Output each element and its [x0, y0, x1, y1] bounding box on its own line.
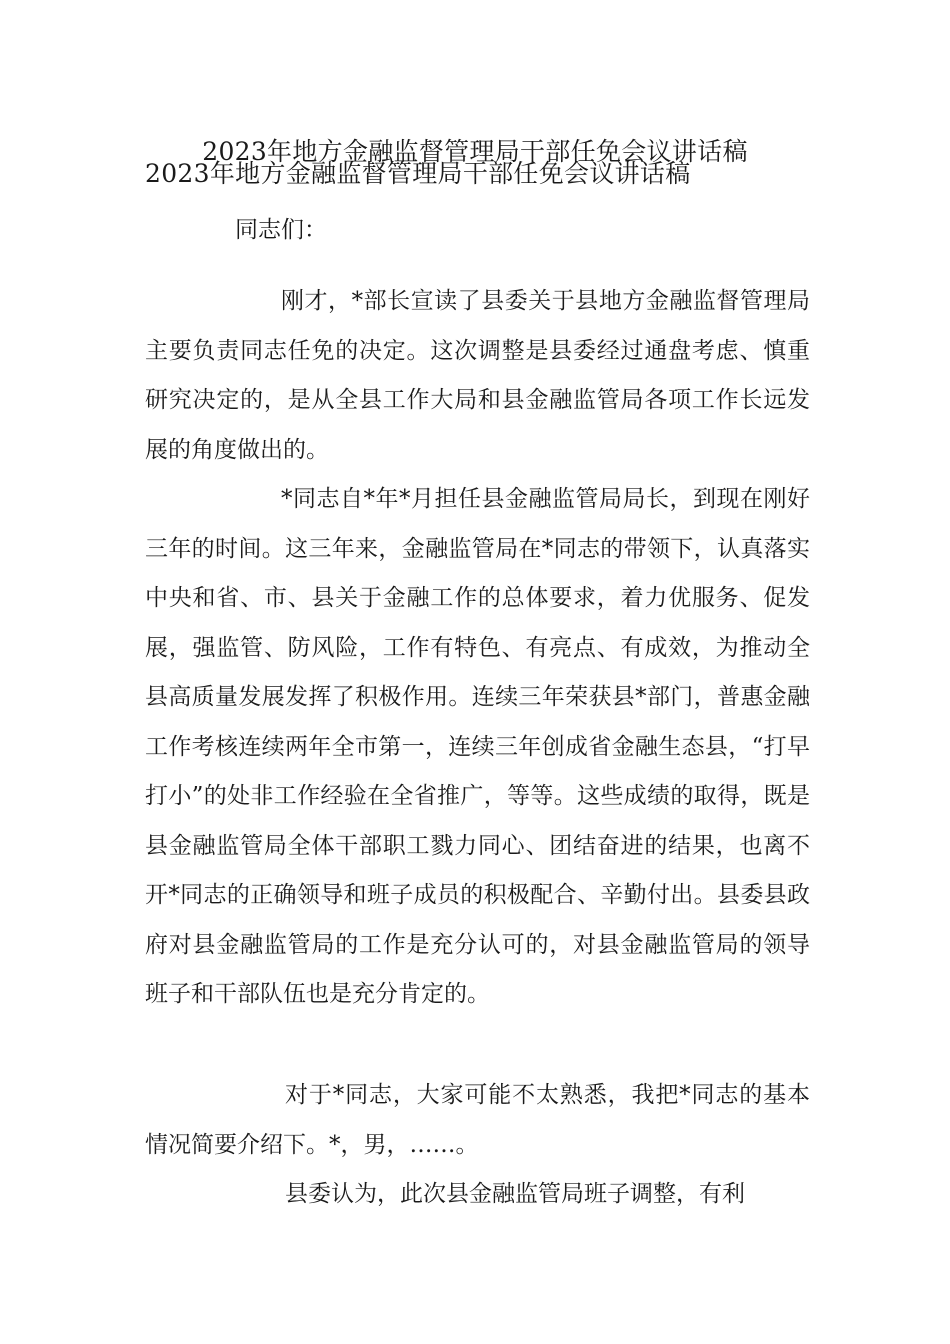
- document-title-repeat: 2023年地方金融监督管理局干部任免会议讲话稿: [145, 159, 691, 188]
- document-title: 2023年地方金融监督管理局干部任免会议讲话稿: [202, 137, 748, 166]
- paragraph-4: 县委认为，此次县金融监管局班子调整，有利: [285, 1181, 745, 1207]
- paragraph-1: 刚才，*部长宣读了县委关于县地方金融监督管理局主要负责同志任免的决定。这次调整是县委经过通盘考虑、慎重研究决定的，是从全县工作大局和县金融监管局各项工作长远发展的角度做出的。: [145, 288, 810, 463]
- paragraph-2: *同志自*年*月担任县金融监管局局长，到现在刚好三年的时间。这三年来，金融监管局在*同志的带领下，认真落实中央和省、市、县关于金融工作的总体要求，着力优服务、促发展，强监管、防风险，工作有特色、有亮点、有成效，为推动全县高质量发展发挥了积极作用。连续三年荣获县*部门，普惠金融工作考核连续两年全市第一，连续三年创成省金融生态县，“打早打小”的处非工作经验在全省推广，等等。这些成绩的取得，既是县金融监管局全体干部职工戮力同心、团结奋进的结果，也离不开*同志的正确领导和班子成员的积极配合、辛勤付出。县委县政府对县金融监管局的工作是充分认可的，对县金融监管局的领导班子和干部队伍也是充分肯定的。: [145, 486, 810, 1007]
- salutation: 同志们：: [235, 217, 327, 243]
- paragraph-3: 对于*同志，大家可能不太熟悉，我把*同志的基本情况简要介绍下。*，男，……。: [145, 1082, 810, 1158]
